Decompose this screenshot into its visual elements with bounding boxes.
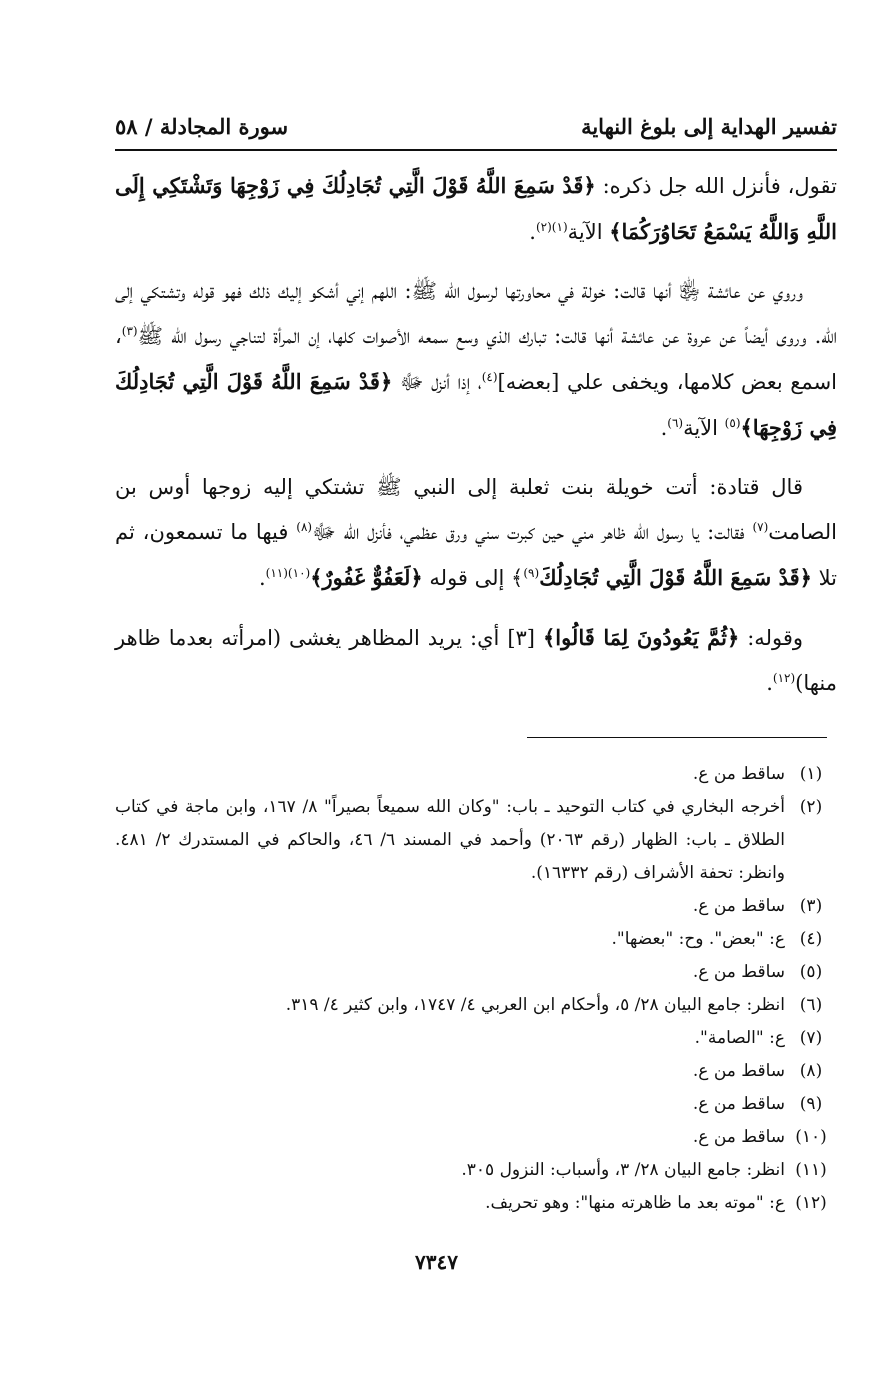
p3-text: قال قتادة: أتت خويلة بنت ثعلبة إلى النبي ﷺ تشتكي إليه زوجها أوس بن الصامت [115,475,837,544]
footnote-number: (١٢) [795,1193,827,1213]
footnote-number: (١٠) [795,1127,827,1147]
footnote-text: ساقط من ع. [692,1094,785,1114]
footnote-text: ع: "الصامة". [694,1028,785,1048]
footnote-number: (٥) [799,962,823,982]
p2-text: ، اسمع بعض كلامها، ويخفى علي [بعضه] [115,324,837,394]
footnote-ref[interactable]: (٧) [752,520,769,534]
paragraph-1 [115,163,837,255]
running-header [115,108,837,144]
footnote-text: ساقط من ع. [692,896,785,916]
p3-text: ﴾ إلى قوله [422,566,524,590]
footnote-text: ساقط من ع. [692,962,785,982]
footnote-ref[interactable]: (٩) [523,566,540,580]
paragraph-3 [115,465,837,601]
footnote-item [115,1022,837,1055]
footnote-ref[interactable]: (١)(٢) [535,220,568,234]
p2-text: الآية [683,416,725,440]
footnote-item [115,956,837,989]
footnote-text: انظر: جامع البيان ٢٨/ ٥، وأحكام ابن العربي ٤/ ١٧٤٧، وابن كثير ٤/ ٣١٩. [285,995,785,1015]
footnote-text: ع: "بعض". وح: "بعضها". [611,929,785,949]
footnote-item [115,758,837,791]
p2-text: وروي عن عائشة ﵂ أنها قالت: خولة في محاورتها لرسول الله ﷺ: اللهم إني أشكو إليك ذلك فهو قوله وتشتكي إلى الله. وروى أيضاً عن عروة عن عائشة أنها قالت: تبارك الذي وسع سمعه الأصوات كلها، إن المرأة لتناجي رسول الله ﷺ [115,279,837,348]
p4-text: [٣] أي: يريد المظاهر يغشى (امرأته بعدما ظاهر منها) [115,626,837,695]
quran-verse: ﴿قَدْ سَمِعَ اللَّهُ قَوْلَ الَّتِي تُجَادِلُكَ فِي زَوْجِهَا وَتَشْتَكِي إِلَى اللَّهِ وَاللَّهُ يَسْمَعُ تَحَاوُرَكُمَا﴾ [115,173,837,244]
page-number: ٧٣٤٧ [415,1250,458,1274]
paragraph-2 [115,269,837,451]
quran-verse: ﴿لَعَفُوٌّ غَفُورٌ﴾ [310,565,423,590]
footnote-number: (٦) [799,995,823,1015]
quran-verse: ﴿ثُمَّ يَعُودُونَ لِمَا قَالُوا﴾ [542,625,740,650]
footnotes-list [115,758,837,1220]
footnote-number: (١١) [795,1160,827,1180]
p2-text: ، إذا أنزل ﷻ [392,370,482,394]
footnote-text: ساقط من ع. [692,764,785,784]
surah-page-label: سورة المجادلة / ٥٨ [115,113,289,139]
p4-text: وقوله: [739,626,803,650]
footnote-ref[interactable]: (١٢) [772,671,796,685]
p1-end: . [529,220,536,244]
footnote-item [115,1088,837,1121]
footnote-ref[interactable]: (١٠)(١١) [265,566,311,580]
footnote-item [115,791,837,890]
footnote-item [115,1187,837,1220]
footnote-ref[interactable]: (٥) [724,416,741,430]
footnote-ref[interactable]: (٣) [121,324,138,338]
main-text [115,163,837,720]
paragraph-4 [115,615,837,706]
p2-end: . [660,416,668,440]
footnote-ref[interactable]: (٨) [296,520,313,534]
p4-end: . [766,671,773,695]
footnote-item [115,1055,837,1088]
footnote-text: ساقط من ع. [692,1127,785,1147]
footnote-item [115,1154,837,1187]
footnote-divider [527,737,827,738]
footnote-text: ع: "موته بعد ما ظاهرته منها": وهو تحريف. [485,1193,785,1213]
quran-verse: ﴿قَدْ سَمِعَ اللَّهُ قَوْلَ الَّتِي تُجَادِلُكَ فِي زَوْجِهَا﴾ [115,369,837,440]
p1-tail: الآية [567,220,610,244]
footnote-number: (٩) [799,1094,823,1114]
quran-verse: ﴿قَدْ سَمِعَ اللَّهُ قَوْلَ الَّتِي تُجَادِلُكَ [539,565,812,590]
footnote-number: (٤) [799,929,823,949]
p3-text: فقالت: يا رسول الله ظاهر مني حين كبرت سني ورق عظمي، فأنزل الله ﷻ [312,520,753,544]
p1-intro: تقول، فأنزل الله جل ذكره: [595,174,837,198]
footnote-text: أخرجه البخاري في كتاب التوحيد ـ باب: "وكان الله سميعاً بصيراً" ٨/ ١٦٧، وابن ماجة في كتاب الطلاق ـ باب: الظهار (رقم ٢٠٦٣) وأحمد في المسند ٦/ ٤٦، والحاكم في المستدرك ٢/ ٤٨١. وانظر: تحفة الأشراف (رقم ١٦٣٣٢). [115,797,785,883]
footnote-number: (١) [799,764,823,784]
footnote-number: (٨) [799,1061,823,1081]
footnote-number: (٢) [799,797,823,817]
footnote-number: (٧) [799,1028,823,1048]
footnote-text: ساقط من ع. [692,1061,785,1081]
footnote-number: (٣) [799,896,823,916]
header-divider [115,149,837,151]
footnote-item [115,890,837,923]
footnote-item [115,923,837,956]
footnote-text: انظر: جامع البيان ٢٨/ ٣، وأسباب: النزول ٣٠٥. [461,1160,785,1180]
footnote-ref[interactable]: (٤) [481,370,498,384]
p3-text: فيها ما تسمعون، ثم تلا [115,520,837,590]
footnote-ref[interactable]: (٦) [667,416,684,430]
footnote-item [115,1121,837,1154]
p3-end: . [258,566,266,590]
book-title: تفسير الهداية إلى بلوغ النهاية [581,113,837,139]
footnote-item [115,989,837,1022]
